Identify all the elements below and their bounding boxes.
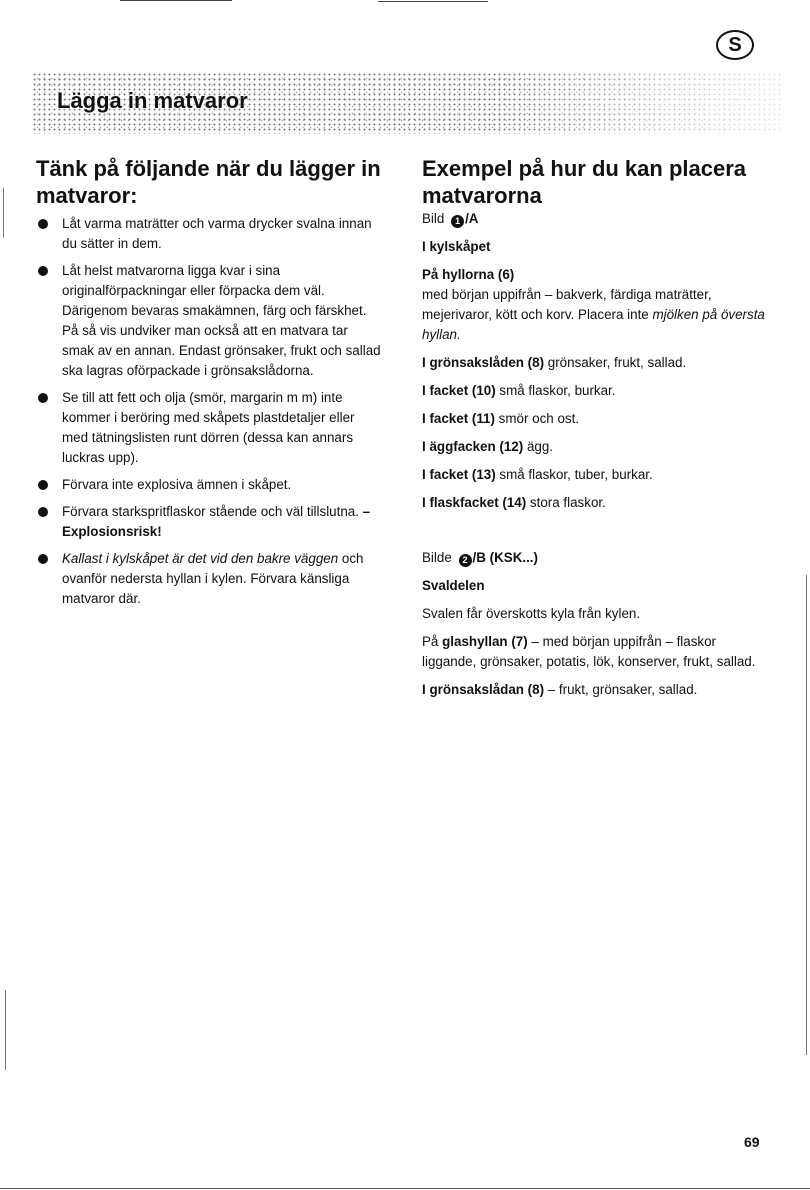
- left-edge-mark: [3, 188, 4, 238]
- right-column: [422, 155, 772, 708]
- list-item-text: och ovanför nedersta hyllan i kylen. Förvara känsliga matvaror där.: [62, 551, 364, 606]
- left-column: [36, 155, 381, 616]
- page-number: 69: [744, 1134, 760, 1150]
- bullet-icon: [38, 480, 48, 490]
- bottom-rule: [0, 1188, 810, 1189]
- list-item: [36, 475, 381, 495]
- bullet-icon: [38, 219, 48, 229]
- figure-ref-1: Bild 1 /A: [422, 211, 479, 226]
- language-badge: [716, 30, 754, 60]
- list-item: [36, 549, 381, 609]
- top-rule-dashed: [378, 1, 488, 2]
- drawer-paragraph: I grönsakslådan (8) – frukt, grönsaker, sallad.: [422, 682, 698, 697]
- warning-text: – Explosionsrisk!: [62, 504, 371, 539]
- glass-shelf-paragraph: På glashyllan (7) – med början uppifrån – flaskor liggande, grönsaker, potatis, lök, konserver, frukt, sallad.: [422, 634, 756, 669]
- subheading-fridge: I kylskåpet: [422, 239, 491, 254]
- list-item-emphasis: Kallast i kylskåpet är det vid den bakre väggen: [62, 551, 339, 566]
- placement-item: I grönsakslåden (8) grönsaker, frukt, sallad.: [422, 355, 687, 370]
- figure-number-icon: 1: [451, 215, 464, 228]
- top-rule: [120, 0, 232, 1]
- placement-item: I äggfacken (12) ägg.: [422, 439, 554, 454]
- figure-number-icon: 2: [459, 554, 472, 567]
- figure-ref-2: Bilde 2 /B (KSK...): [422, 550, 538, 565]
- bullet-icon: [38, 554, 48, 564]
- tips-list: [36, 214, 381, 609]
- list-item-text: Förvara starkspritflaskor stående och väl tillslutna.: [62, 504, 363, 519]
- left-heading: Tänk på följande när du lägger in matvaror:: [36, 156, 381, 208]
- left-edge-mark-lower: [5, 990, 6, 1070]
- placement-item: I facket (13) små flaskor, tuber, burkar.: [422, 467, 653, 482]
- list-item: [36, 214, 381, 254]
- subheading-cool-section: Svaldelen: [422, 578, 485, 593]
- list-item-text: Se till att fett och olja (smör, margarin m m) inte kommer i beröring med skåpets plastdetaljer eller med tätningslisten runt dörren (dessa kan annars luckras upp).: [62, 390, 355, 465]
- bullet-icon: [38, 507, 48, 517]
- list-item-text: Låt helst matvarorna ligga kvar i sina originalförpackningar eller förpacka dem väl. Därigenom bevaras smakämnen, färg och färskhet. På så vis undviker man också att en matvara tar smak av en annan. Endast grönsaker, frukt och sallad ska lagras oförpackade i grönsakslådorna.: [62, 263, 381, 378]
- list-item-text: Låt varma maträtter och varma drycker svalna innan du sätter in dem.: [62, 216, 372, 251]
- bullet-icon: [38, 266, 48, 276]
- placement-item: I facket (11) smör och ost.: [422, 411, 580, 426]
- right-heading: Exempel på hur du kan placera matvarorna: [422, 156, 747, 208]
- language-badge-label: S: [728, 33, 742, 56]
- list-item: [36, 502, 381, 542]
- placement-item: I flaskfacket (14) stora flaskor.: [422, 495, 606, 510]
- list-item: [36, 388, 381, 468]
- section-title: Lägga in matvaror: [57, 88, 248, 113]
- placement-item: I facket (10) små flaskor, burkar.: [422, 383, 616, 398]
- right-edge-mark: [806, 575, 807, 1055]
- bullet-icon: [38, 393, 48, 403]
- shelves-paragraph: På hyllorna (6) med början uppifrån – bakverk, färdiga maträtter, mejerivaror, kött och korv. Placera inte mjölken på översta hyllan.: [422, 267, 765, 342]
- list-item: [36, 261, 381, 381]
- cool-section-text: Svalen får överskotts kyla från kylen.: [422, 606, 641, 621]
- list-item-text: Förvara inte explosiva ämnen i skåpet.: [62, 477, 292, 492]
